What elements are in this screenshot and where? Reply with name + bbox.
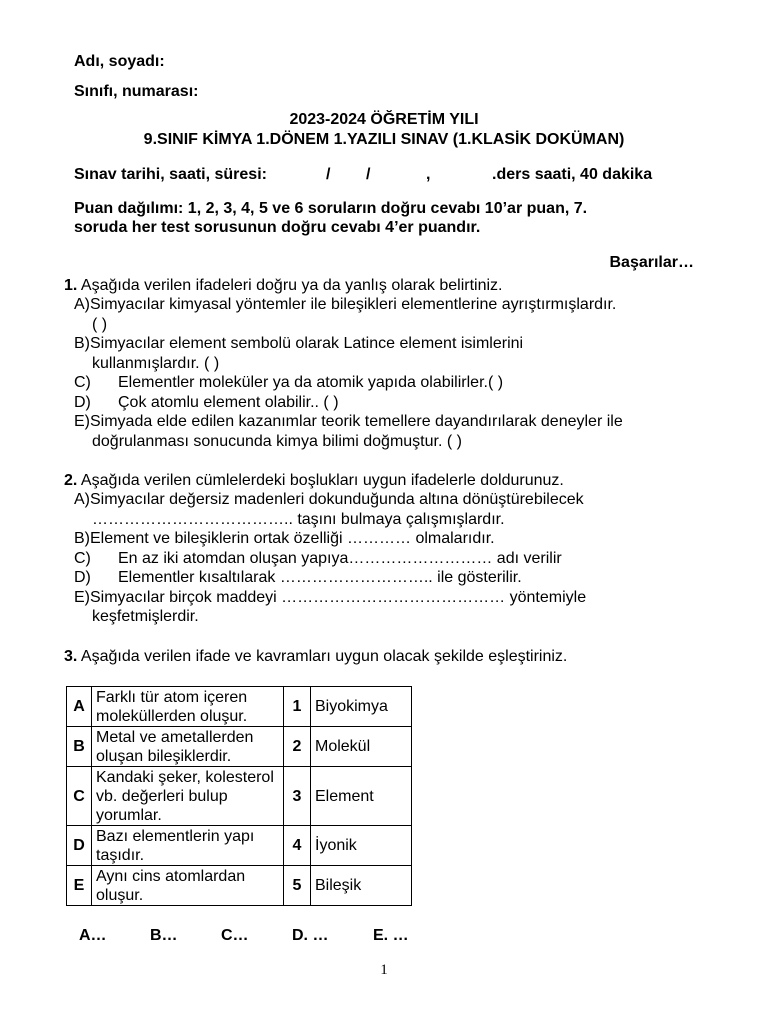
row-description: Aynı cins atomlardan oluşur.	[92, 866, 284, 906]
q2-d-label: D)	[74, 569, 91, 586]
q2-d	[74, 568, 522, 588]
row-number: 4	[284, 826, 311, 866]
page-number: 1	[380, 962, 388, 978]
q2-a-line2: ……………………………….. taşını bulmaya çalışmışlardır.	[92, 511, 505, 528]
q1-c-label: C)	[74, 374, 91, 391]
q2-e-line2: keşfetmişlerdir.	[92, 608, 199, 625]
q2-d-text: Elementler kısaltılarak ……………………….. ile gösterilir.	[118, 569, 522, 586]
row-description: Metal ve ametallerden oluşan bileşiklerdir.	[92, 727, 284, 767]
good-luck: Başarılar…	[609, 254, 694, 271]
row-description: Kandaki şeker, kolesterol vb. değerleri bulup yorumlar.	[92, 767, 284, 826]
row-description: Farklı tür atom içeren moleküllerden oluşur.	[92, 687, 284, 727]
answer-c: C…	[221, 927, 249, 944]
q1-d-text: Çok atomlu element olabilir.. ( )	[118, 394, 339, 411]
q1-b-line2: kullanmışlardır. ( )	[92, 355, 220, 372]
q3-prompt-text: Aşağıda verilen ifade ve kavramları uygun olacak şekilde eşleştiriniz.	[77, 648, 568, 665]
q2-c-label: C)	[74, 550, 91, 567]
matching-table	[66, 686, 412, 906]
score-line-1: Puan dağılımı: 1, 2, 3, 4, 5 ve 6 soruların doğru cevabı 10’ar puan, 7.	[74, 200, 588, 217]
row-number: 2	[284, 727, 311, 767]
table-row	[67, 687, 412, 727]
table-row	[67, 767, 412, 826]
q2-prompt	[64, 471, 564, 491]
q2-prompt-text: Aşağıda verilen cümlelerdeki boşlukları uygun ifadelerle doldurunuz.	[77, 472, 564, 489]
table-row	[67, 727, 412, 767]
q2-b-line1: B)Element ve bileşiklerin ortak özelliği ………… olmalarıdır.	[74, 530, 495, 547]
q2-c-text: En az iki atomdan oluşan yapıya……………………… adı verilir	[118, 550, 562, 567]
row-number: 1	[284, 687, 311, 727]
class-label: Sınıfı, numarası:	[74, 83, 199, 100]
exam-title: 9.SINIF KİMYA 1.DÖNEM 1.YAZILI SINAV (1.KLASİK DOKÜMAN)	[143, 131, 625, 148]
answer-a: A…	[79, 927, 107, 944]
row-number: 5	[284, 866, 311, 906]
q1-b-line1: B)Simyacılar element sembolü olarak Latince element isimlerini	[74, 335, 524, 352]
q1-d-label: D)	[74, 394, 91, 411]
table-row	[67, 826, 412, 866]
name-label: Adı, soyadı:	[74, 53, 165, 70]
date-slash-2: /	[366, 166, 371, 183]
answer-b: B…	[150, 927, 178, 944]
date-comma: ,	[426, 166, 431, 183]
row-term: Element	[311, 767, 412, 826]
date-label: Sınav tarihi, saati, süresi:	[74, 166, 267, 183]
date-suffix: .ders saati, 40 dakika	[492, 166, 653, 183]
row-letter: A	[67, 687, 92, 727]
q1-e-line2: doğrulanması sonucunda kimya bilimi doğmuştur. ( )	[92, 433, 462, 450]
q1-prompt	[64, 276, 502, 296]
date-line	[74, 165, 653, 185]
q1-c-text: Elementler moleküler ya da atomik yapıda olabilirler.( )	[118, 374, 504, 391]
answer-e: E. …	[373, 927, 409, 944]
row-term: İyonik	[311, 826, 412, 866]
q1-e-line1: E)Simyada elde edilen kazanımlar teorik temellere dayandırılarak deneyler ile	[74, 413, 623, 430]
row-term: Molekül	[311, 727, 412, 767]
score-line-2: soruda her test sorusunun doğru cevabı 4’er puandır.	[74, 219, 481, 236]
row-letter: D	[67, 826, 92, 866]
row-letter: B	[67, 727, 92, 767]
q2-a-line1: A)Simyacılar değersiz madenleri dokunduğunda altına dönüştürebilecek	[74, 491, 584, 508]
q1-c	[74, 373, 504, 393]
row-letter: C	[67, 767, 92, 826]
row-letter: E	[67, 866, 92, 906]
answer-d: D. …	[292, 927, 329, 944]
q1-a-line2: ( )	[92, 316, 108, 333]
row-term: Bileşik	[311, 866, 412, 906]
q1-d	[74, 393, 339, 413]
row-term: Biyokimya	[311, 687, 412, 727]
q3-prompt	[64, 647, 567, 667]
q2-number: 2.	[64, 472, 78, 489]
q3-number: 3.	[64, 648, 78, 665]
table-row	[67, 866, 412, 906]
q2-e-line1: E)Simyacılar birçok maddeyi …………………………………… yöntemiyle	[74, 589, 587, 606]
q1-number: 1.	[64, 277, 78, 294]
q1-a-line1: A)Simyacılar kimyasal yöntemler ile bileşikleri elementlerine ayrıştırmışlardır.	[74, 296, 617, 313]
row-number: 3	[284, 767, 311, 826]
row-description: Bazı elementlerin yapı taşıdır.	[92, 826, 284, 866]
date-slash-1: /	[326, 166, 331, 183]
year-title: 2023-2024 ÖĞRETİM YILI	[289, 111, 479, 128]
q2-c	[74, 549, 562, 569]
q1-prompt-text: Aşağıda verilen ifadeleri doğru ya da yanlış olarak belirtiniz.	[77, 277, 503, 294]
